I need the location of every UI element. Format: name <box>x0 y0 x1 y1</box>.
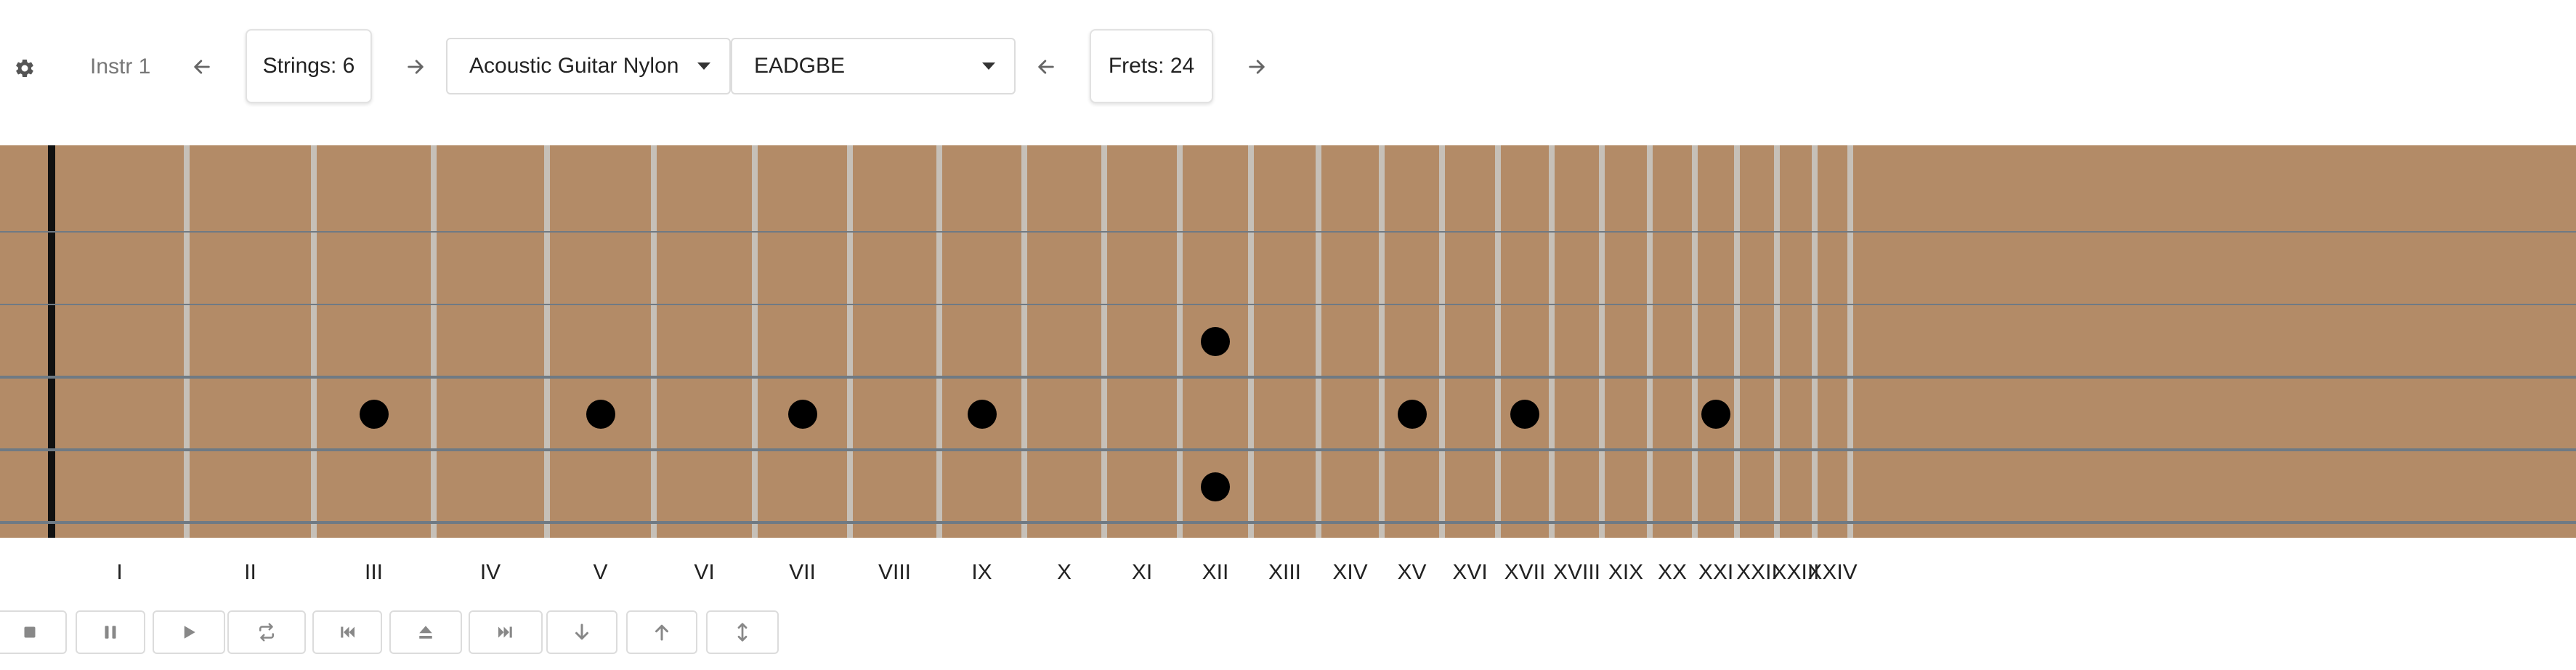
prev-frets-button[interactable] <box>1032 52 1061 81</box>
chevron-down-icon <box>982 62 995 70</box>
guitar-string <box>0 376 2576 378</box>
fret-wire <box>1734 145 1740 538</box>
fret-wire <box>1101 145 1107 538</box>
arrow-right-icon <box>405 57 426 77</box>
fret-label: VIII <box>878 560 912 584</box>
fret-label: VII <box>789 560 816 584</box>
fret-label: XVIII <box>1552 560 1601 584</box>
fret-inlay-dot <box>968 400 997 429</box>
fret-inlay-dot <box>1510 400 1539 429</box>
fret-wire <box>1316 145 1321 538</box>
eject-button[interactable] <box>389 610 462 654</box>
skip-back-icon <box>336 621 358 643</box>
fret-wire <box>1812 145 1818 538</box>
play-button[interactable] <box>153 610 225 654</box>
fret-label: IX <box>971 560 992 584</box>
fret-label: X <box>1056 560 1072 584</box>
chevron-down-icon <box>697 62 710 70</box>
fret-label: IV <box>479 560 501 584</box>
fret-wire <box>752 145 758 538</box>
fret-label: III <box>364 560 384 584</box>
arrow-up-button[interactable] <box>626 610 697 654</box>
fret-wire <box>431 145 437 538</box>
frets-count-button[interactable]: Frets: 24 <box>1090 29 1213 103</box>
fret-wire <box>1847 145 1853 538</box>
fret-label: XXIII <box>1772 560 1820 584</box>
fret-wire <box>651 145 657 538</box>
guitar-string <box>0 448 2576 451</box>
fret-label: XXIV <box>1807 560 1858 584</box>
eject-icon <box>415 621 437 643</box>
arrow-down-icon <box>571 621 593 643</box>
fret-wire <box>1549 145 1555 538</box>
strings-count-button[interactable]: Strings: 6 <box>246 29 372 103</box>
guitar-nut <box>48 145 55 538</box>
repeat-icon <box>256 621 278 643</box>
fret-label: XXII <box>1736 560 1778 584</box>
tuning-select-value: EADGBE <box>754 54 846 78</box>
skip-back-button[interactable] <box>312 610 382 654</box>
fret-label: XVII <box>1504 560 1546 584</box>
prev-instrument-button[interactable] <box>187 52 216 81</box>
fret-inlay-dot <box>1701 400 1730 429</box>
fret-inlay-dot <box>1201 327 1230 356</box>
fret-wire <box>1599 145 1605 538</box>
guitar-string <box>0 231 2576 233</box>
skip-forward-button[interactable] <box>469 610 543 654</box>
fret-inlay-dot <box>788 400 817 429</box>
fret-label: XXI <box>1698 560 1734 584</box>
arrow-left-icon <box>1036 57 1056 77</box>
instrument-label: Instr 1 <box>90 55 151 78</box>
fret-wire <box>1495 145 1501 538</box>
loop-button[interactable] <box>227 610 306 654</box>
fret-label: XIX <box>1608 560 1644 584</box>
fret-wire <box>184 145 190 538</box>
fret-inlay-dot <box>360 400 389 429</box>
fret-label: XII <box>1202 560 1229 584</box>
fret-inlay-dot <box>586 400 615 429</box>
fret-label: XIV <box>1332 560 1368 584</box>
fret-wire <box>1248 145 1254 538</box>
fret-wire <box>1177 145 1183 538</box>
next-strings-button[interactable] <box>401 52 430 81</box>
arrow-right-icon <box>1247 57 1267 77</box>
next-frets-button[interactable] <box>1242 52 1271 81</box>
stop-icon <box>19 621 41 643</box>
tuning-select[interactable] <box>731 38 1016 94</box>
fret-inlay-dot <box>1398 400 1427 429</box>
fret-label: II <box>244 560 256 584</box>
instrument-select-value: Acoustic Guitar Nylon <box>469 54 679 78</box>
arrow-up-down-icon <box>732 621 753 643</box>
fret-label: V <box>593 560 608 584</box>
fret-label: XI <box>1131 560 1153 584</box>
fret-wire <box>1774 145 1780 538</box>
arrow-up-icon <box>651 621 673 643</box>
fret-label: XX <box>1657 560 1688 584</box>
fret-wire <box>311 145 317 538</box>
arrow-left-icon <box>192 57 212 77</box>
fret-wire <box>847 145 853 538</box>
gear-icon[interactable] <box>10 54 39 83</box>
skip-forward-icon <box>495 621 517 643</box>
pause-icon <box>100 621 121 643</box>
fret-label: VI <box>694 560 715 584</box>
fret-wire <box>1647 145 1653 538</box>
fret-label: I <box>116 560 123 584</box>
arrow-up-down-button[interactable] <box>706 610 779 654</box>
fret-wire <box>936 145 942 538</box>
fretboard[interactable] <box>0 145 2576 538</box>
fret-label: XV <box>1397 560 1427 584</box>
fret-inlay-dot <box>1201 472 1230 501</box>
fret-wire <box>544 145 550 538</box>
fret-label: XIII <box>1268 560 1302 584</box>
fret-wire <box>1439 145 1445 538</box>
fret-wire <box>1021 145 1027 538</box>
arrow-down-button[interactable] <box>546 610 617 654</box>
stop-button[interactable] <box>0 610 67 654</box>
play-icon <box>178 621 200 643</box>
instrument-select[interactable] <box>446 38 731 94</box>
guitar-string <box>0 304 2576 306</box>
fret-wire <box>1692 145 1698 538</box>
fret-wire <box>1379 145 1385 538</box>
guitar-string <box>0 521 2576 524</box>
pause-button[interactable] <box>76 610 145 654</box>
fret-label: XVI <box>1452 560 1488 584</box>
